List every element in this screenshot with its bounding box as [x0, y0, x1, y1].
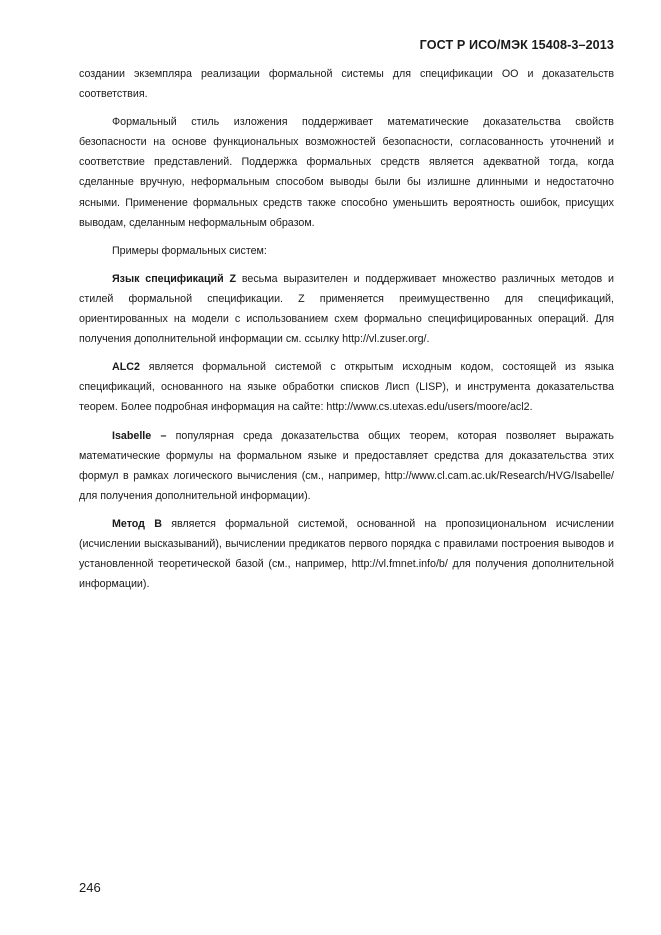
- page-number: 246: [79, 880, 101, 895]
- paragraph-continuation: создании экземпляра реализации формальной системы для спецификации ОО и доказательств соответствия.: [79, 68, 614, 101]
- term-alc2: ALC2: [112, 361, 140, 374]
- paragraph-examples-intro: Примеры формальных систем:: [112, 244, 267, 257]
- paragraph-formal-style: Формальный стиль изложения поддерживает математические доказательства свойств безопасности на основе функциональных возможностей безопасности, согласованность уточнений и соответствие представлений. Поддержка формальных средств является адекватной тогда, когда сделанные вручную, неформальным способом выводы были бы излишне длинными и недостаточно ясными. Применение формальных средств также способно уменьшить вероятность ошибок, присущих выводам, сделанным неформальным образом.: [79, 116, 614, 229]
- term-method-b: Метод В: [112, 517, 162, 530]
- desc-z-language: весьма выразителен и поддерживает множество различных методов и стилей формальной спецификации. Z применяется преимущественно для спецификаций, ориентированных на модели с использованием схем формально специфицированных операций. Для получения дополнительной информации см. ссылку http://vl.zuser.org/.: [79, 272, 614, 346]
- desc-isabelle: популярная среда доказательства общих теорем, которая позволяет выражать математические формулы на формальном языке и предоставляет средства для доказательства этих формул в рамках логического вычисления (см., например, http://www.cl.cam.ac.uk/Research/HVG/Isabelle/ для получения дополнительной информации).: [79, 429, 614, 502]
- paragraph-alc2: [79, 357, 614, 417]
- desc-method-b: является формальной системой, основанной на пропозициональном исчислении (исчислении высказываний), вычислении предикатов первого порядка с правилами построения выводов и установленной теоретической базой (см., например, http://vl.fmnet.info/b/ для получения дополнительной информации).: [79, 517, 614, 591]
- paragraph-z-language: [79, 269, 614, 349]
- paragraph-method-b: [79, 514, 614, 594]
- desc-alc2: является формальной системой с открытым исходным кодом, состоящей из языка спецификаций, основанного на языке обработки списков Лисп (LISP), и инструмента доказательства теорем. Более подробная информация на сайте: http://www.cs.utexas.edu/users/moore/acl2.: [79, 361, 614, 414]
- body-text: [79, 64, 614, 602]
- term-z-language: Язык спецификаций Z: [112, 272, 237, 285]
- page-header-title: ГОСТ Р ИСО/МЭК 15408-3–2013: [419, 38, 614, 52]
- term-isabelle: Isabelle –: [112, 429, 167, 442]
- paragraph-isabelle: [79, 426, 614, 506]
